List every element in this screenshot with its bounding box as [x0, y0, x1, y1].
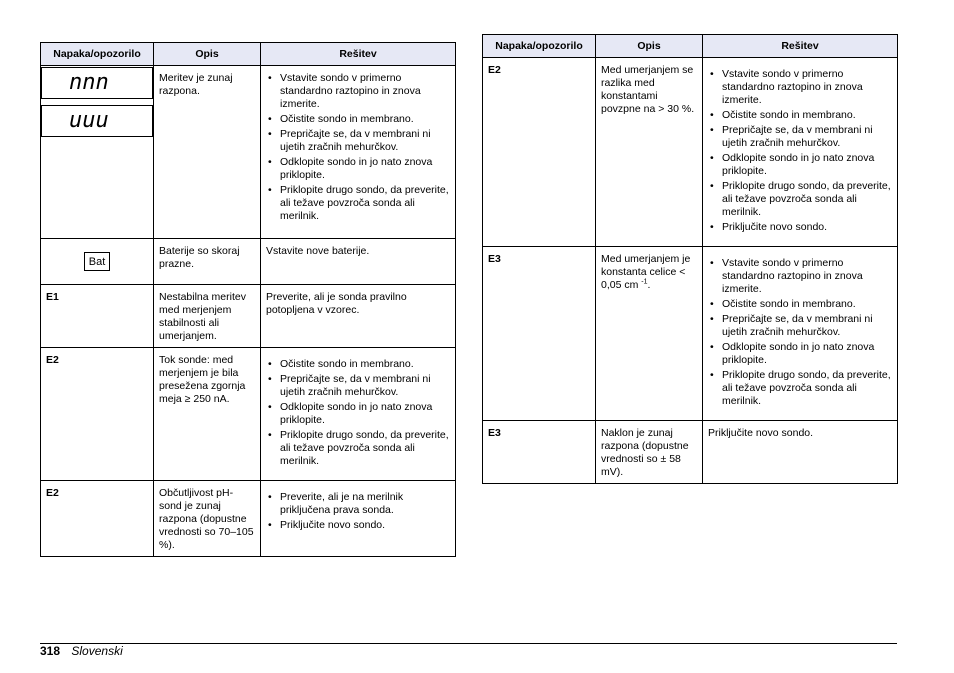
- solution-item: • Očistite sondo in membrano.: [266, 358, 450, 371]
- over-range-segments-icon: [67, 72, 127, 94]
- solution-item: • Priključite novo sondo.: [266, 519, 450, 532]
- solution-cell: [703, 247, 898, 421]
- svg-text:uuu: uuu: [69, 110, 109, 132]
- description-cell: Tok sonde: med merjenjem je bila presežena zgornja meja ≥ 250 nA.: [154, 348, 261, 481]
- table-header-row: [41, 43, 456, 66]
- error-table-left: [40, 42, 456, 557]
- solution-cell: [261, 66, 456, 239]
- solution-cell: [261, 348, 456, 481]
- header-solution: Rešitev: [261, 43, 456, 66]
- solution-item: • Očistite sondo in membrano.: [708, 109, 892, 122]
- solution-item: • Odklopite sondo in jo nato znova priklopite.: [266, 401, 450, 427]
- error-code-cell: [41, 66, 154, 239]
- description-cell: Občutljivost pH-sond je zunaj razpona (dopustne vrednosti so 70–105 %).: [154, 481, 261, 557]
- solution-item: • Prepričajte se, da v membrani ni ujetih zračnih mehurčkov.: [266, 373, 450, 399]
- header-description: Opis: [596, 35, 703, 58]
- solution-item: • Vstavite sondo v primerno standardno raztopino in znova izmerite.: [708, 68, 892, 107]
- footer-language: Slovenski: [71, 644, 123, 658]
- description-text: Med umerjanjem je konstanta celice < 0,05 cm: [601, 253, 691, 291]
- description-cell: Nestabilna meritev med merjenjem stabilnosti ali umerjanjem.: [154, 285, 261, 348]
- solution-item: • Odklopite sondo in jo nato znova priklopite.: [708, 341, 892, 367]
- solution-item: • Priključite novo sondo.: [708, 221, 892, 234]
- error-code-cell: E2: [483, 58, 596, 247]
- page-number: 318: [40, 644, 61, 658]
- solution-cell: Preverite, ali je sonda pravilno potopljena v vzorec.: [261, 285, 456, 348]
- solution-item: • Vstavite sondo v primerno standardno raztopino in znova izmerite.: [708, 257, 892, 296]
- solution-item: • Priklopite drugo sondo, da preverite, ali težave povzroča sonda ali merilnik.: [266, 184, 450, 223]
- error-code-cell: E3: [483, 421, 596, 484]
- unit-exponent: -1: [641, 278, 648, 286]
- solution-cell: [703, 58, 898, 247]
- description-cell: Med umerjanjem se razlika med konstantami povzpne na > 30 %.: [596, 58, 703, 247]
- table-row: [41, 481, 456, 557]
- page-footer: [40, 644, 123, 658]
- table-row: [41, 66, 456, 239]
- solution-list: [266, 72, 450, 223]
- solution-list: [266, 491, 450, 532]
- table-row: [41, 348, 456, 481]
- solution-cell: [261, 481, 456, 557]
- solution-list: [266, 358, 450, 468]
- solution-item: • Prepričajte se, da v membrani ni ujetih zračnih mehurčkov.: [708, 313, 892, 339]
- solution-item: • Preverite, ali je na merilnik priključena prava sonda.: [266, 491, 450, 517]
- header-code: Napaka/opozorilo: [41, 43, 154, 66]
- footer-divider: [40, 643, 897, 644]
- error-code-cell: E2: [41, 348, 154, 481]
- description-cell: Meritev je zunaj razpona.: [154, 66, 261, 239]
- header-code: Napaka/opozorilo: [483, 35, 596, 58]
- solution-item: • Vstavite sondo v primerno standardno raztopino in znova izmerite.: [266, 72, 450, 111]
- header-description: Opis: [154, 43, 261, 66]
- under-range-segments-icon: [67, 110, 127, 132]
- description-cell: [596, 247, 703, 421]
- error-code-cell: E2: [41, 481, 154, 557]
- table-row: [483, 421, 898, 484]
- description-cell: Baterije so skoraj prazne.: [154, 239, 261, 285]
- header-solution: Rešitev: [703, 35, 898, 58]
- solution-item: • Prepričajte se, da v membrani ni ujetih zračnih mehurčkov.: [266, 128, 450, 154]
- solution-item: • Odklopite sondo in jo nato znova priklopite.: [266, 156, 450, 182]
- solution-cell: Vstavite nove baterije.: [261, 239, 456, 285]
- solution-list: [708, 257, 892, 408]
- solution-item: • Prepričajte se, da v membrani ni ujetih zračnih mehurčkov.: [708, 124, 892, 150]
- solution-list: [708, 68, 892, 234]
- table-row: [483, 247, 898, 421]
- lcd-display-over-range: [41, 67, 153, 99]
- table-header-row: [483, 35, 898, 58]
- table-row: [41, 239, 456, 285]
- table-row: [41, 285, 456, 348]
- table-row: [483, 58, 898, 247]
- error-code-cell: [41, 239, 154, 285]
- battery-indicator: Bat: [84, 252, 111, 271]
- solution-item: • Priklopite drugo sondo, da preverite, ali težave povzroča sonda ali merilnik.: [708, 369, 892, 408]
- solution-item: • Priklopite drugo sondo, da preverite, ali težave povzroča sonda ali merilnik.: [708, 180, 892, 219]
- solution-item: • Priklopite drugo sondo, da preverite, ali težave povzroča sonda ali merilnik.: [266, 429, 450, 468]
- error-code-cell: E3: [483, 247, 596, 421]
- error-table-right: [482, 34, 898, 484]
- lcd-display-under-range: [41, 105, 153, 137]
- error-code-cell: E1: [41, 285, 154, 348]
- svg-text:nnn: nnn: [69, 72, 109, 94]
- description-cell: Naklon je zunaj razpona (dopustne vrednosti so ± 58 mV).: [596, 421, 703, 484]
- solution-item: • Očistite sondo in membrano.: [266, 113, 450, 126]
- solution-item: • Očistite sondo in membrano.: [708, 298, 892, 311]
- solution-cell: Priključite novo sondo.: [703, 421, 898, 484]
- solution-item: • Odklopite sondo in jo nato znova priklopite.: [708, 152, 892, 178]
- description-tail: .: [647, 279, 651, 291]
